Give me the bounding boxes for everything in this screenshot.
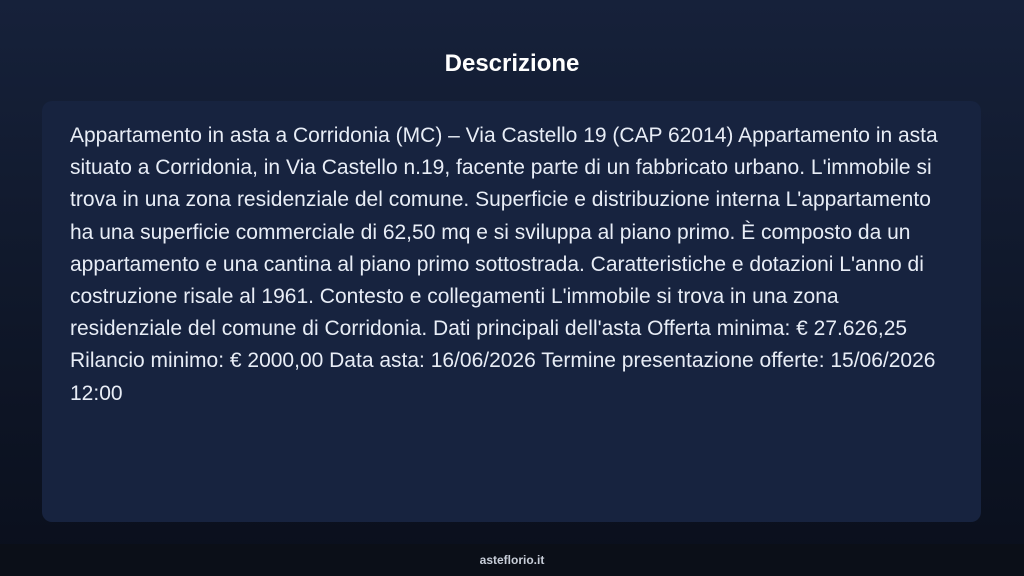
description-text: Appartamento in asta a Corridonia (MC) – Via Castello 19 (CAP 62014) Appartamento in asta situato a Corridonia, in Via Castello n.19, facente parte di un fabbricato urbano. L'immobile si trova in una zona residenziale del comune. Superficie e distribuzione interna L'appartamento ha una superficie commerciale di 62,50 mq e si sviluppa al piano primo. È composto da un appartamento e una cantina al piano primo sottostrada. Caratteristiche e dotazioni L'anno di costruzione risale al 1961. Contesto e collegamenti L'immobile si trova in una zona residenziale del comune di Corridonia. Dati principali dell'asta Offerta minima: € 27.626,25 Rilancio minimo: € 2000,00 Data asta: 16/06/2026 Termine presentazione offerte: 15/06/2026 12:00 (70, 124, 938, 405)
page-title: Descrizione (444, 50, 580, 77)
site-name: asteflorio.it (479, 553, 545, 567)
description-card (42, 101, 981, 522)
footer-bar (0, 544, 1024, 576)
